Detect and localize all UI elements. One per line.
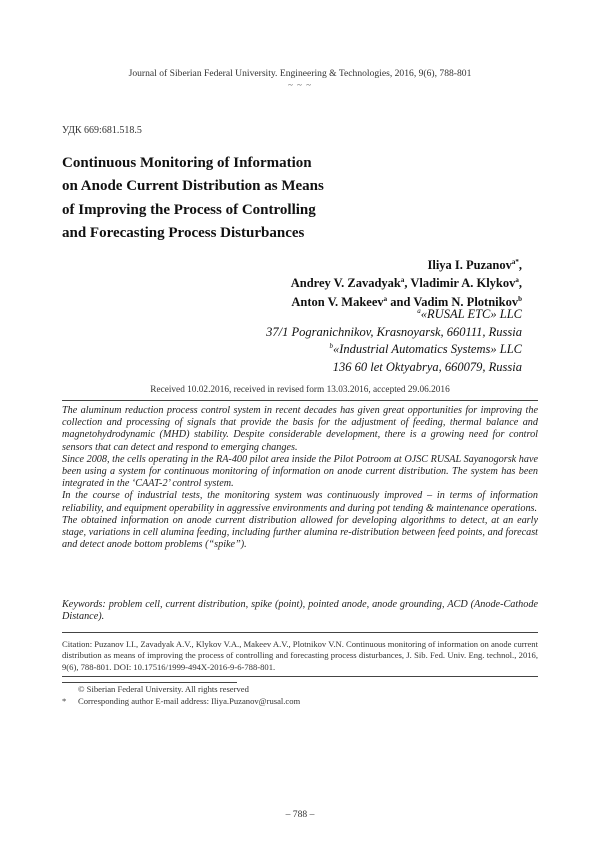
affiliation-sup: b (329, 342, 333, 351)
divider (62, 632, 538, 633)
footnote-mark: * (62, 695, 67, 706)
keywords: Keywords: problem cell, current distribution, spike (point), pointed anode, anode grounding, ACD (Anode-Cathode Distance). (62, 599, 538, 623)
author-sup: b (518, 294, 522, 303)
abstract-paragraph: The obtained information on anode current distribution allowed for developing algorithms to detect, at an early stage, variations in cell alumina feeding, including further alumina re-distribution between feed points, and forecast and detect anode bottom problems (“spike”). (62, 514, 538, 551)
title-line: Continuous Monitoring of Information (62, 155, 312, 171)
affiliation-address: 37/1 Pogranichnikov, Krasnoyarsk, 660111, Russia (266, 324, 522, 339)
footnote-text: © Siberian Federal University. All rights reserved (78, 684, 249, 694)
affiliation-sup: a (417, 306, 421, 315)
author-line: Iliya I. Puzanov$^{a*}$, (427, 257, 522, 272)
footnotes (62, 684, 538, 707)
author-line: Andrey V. Zavadyak$^a$, Vladimir A. Klykov$^a$, (290, 276, 522, 291)
author-list (291, 256, 522, 311)
author-sup: a* (511, 257, 519, 266)
journal-header: Journal of Siberian Federal University. Engineering & Technologies, 2016, 9(6), 788-801 (128, 68, 472, 79)
author-sup: a (515, 276, 519, 285)
affiliation-org: $^b$«Industrial Automatics Systems» LLC (329, 342, 522, 357)
author-name: Vadim N. Plotnikov (413, 294, 519, 309)
abstract-paragraph: The aluminum reduction process control system in recent decades has given great opportunities for improving the collection and processing of signals that provide the basis for the adjustment of feeding, thermal balance and magnetohydrodynamic (MHD) stability. Despite considerable development, there is a growing need for control sensors that can detect and respond to emerging changes. (62, 405, 538, 453)
divider (62, 676, 538, 677)
received-dates: Received 10.02.2016, received in revised form 13.03.2016, accepted 29.06.2016 (150, 385, 450, 395)
author-name: Andrey V. Zavadyak (290, 276, 401, 291)
footnote (62, 696, 538, 708)
citation: Citation: Puzanov I.I., Zavadyak A.V., Klykov V.A., Makeev A.V., Plotnikov V.N. Continuous monitoring of information on anode current distribution as means of improving the process of controlling and forecasting process disturbances, J. Sib. Fed. Univ. Eng. technol., 2016, 9(6), 788-801. DOI: 10.17516/1999-494X-2016-9-6-788-801. (62, 639, 538, 672)
footnote-rule (62, 682, 237, 683)
affiliation-address: 136 60 let Oktyabrya, 660079, Russia (332, 360, 522, 375)
footnote (62, 684, 538, 696)
page-number: – 788 – (285, 809, 315, 820)
title-line: of Improving the Process of Controlling (62, 201, 316, 218)
title-line: on Anode Current Distribution as Means (62, 178, 324, 195)
footnote-text: Corresponding author E-mail address: Iliya.Puzanov@rusal.com (78, 695, 301, 706)
author-sup: a (400, 276, 405, 285)
article-title (62, 152, 392, 245)
abstract-paragraph: In the course of industrial tests, the monitoring system was continuously improved – in terms of information reliability, and equipment operability in aggressive environments and during pot tending & maintenance operations. (62, 490, 538, 514)
footnote-mark (62, 684, 78, 696)
udk-code: УДК 669:681.518.5 (62, 125, 142, 136)
affiliations (266, 306, 522, 377)
title-line: and Forecasting Process Disturbances (62, 224, 305, 241)
divider (62, 400, 538, 401)
author-name: Anton V. Makeev (291, 294, 384, 309)
author-name: Iliya I. Puzanov (427, 258, 512, 272)
abstract-paragraph: Since 2008, the cells operating in the RA-400 pilot area inside the Pilot Potroom at OJSC RUSAL Sayanogorsk have been using a system for continuous monitoring of information on anode current distribution. The system has been integrated in the ‘CAAT-2’ control system. (62, 453, 538, 490)
author-sup: a (383, 294, 388, 303)
header-ornament: ~ ~ ~ (287, 80, 313, 90)
affiliation-org: $^a$«RUSAL ETC» LLC (417, 306, 522, 321)
abstract (62, 405, 538, 551)
author-name: Vladimir A. Klykov (410, 276, 516, 291)
author-conjunction: and (387, 294, 414, 309)
